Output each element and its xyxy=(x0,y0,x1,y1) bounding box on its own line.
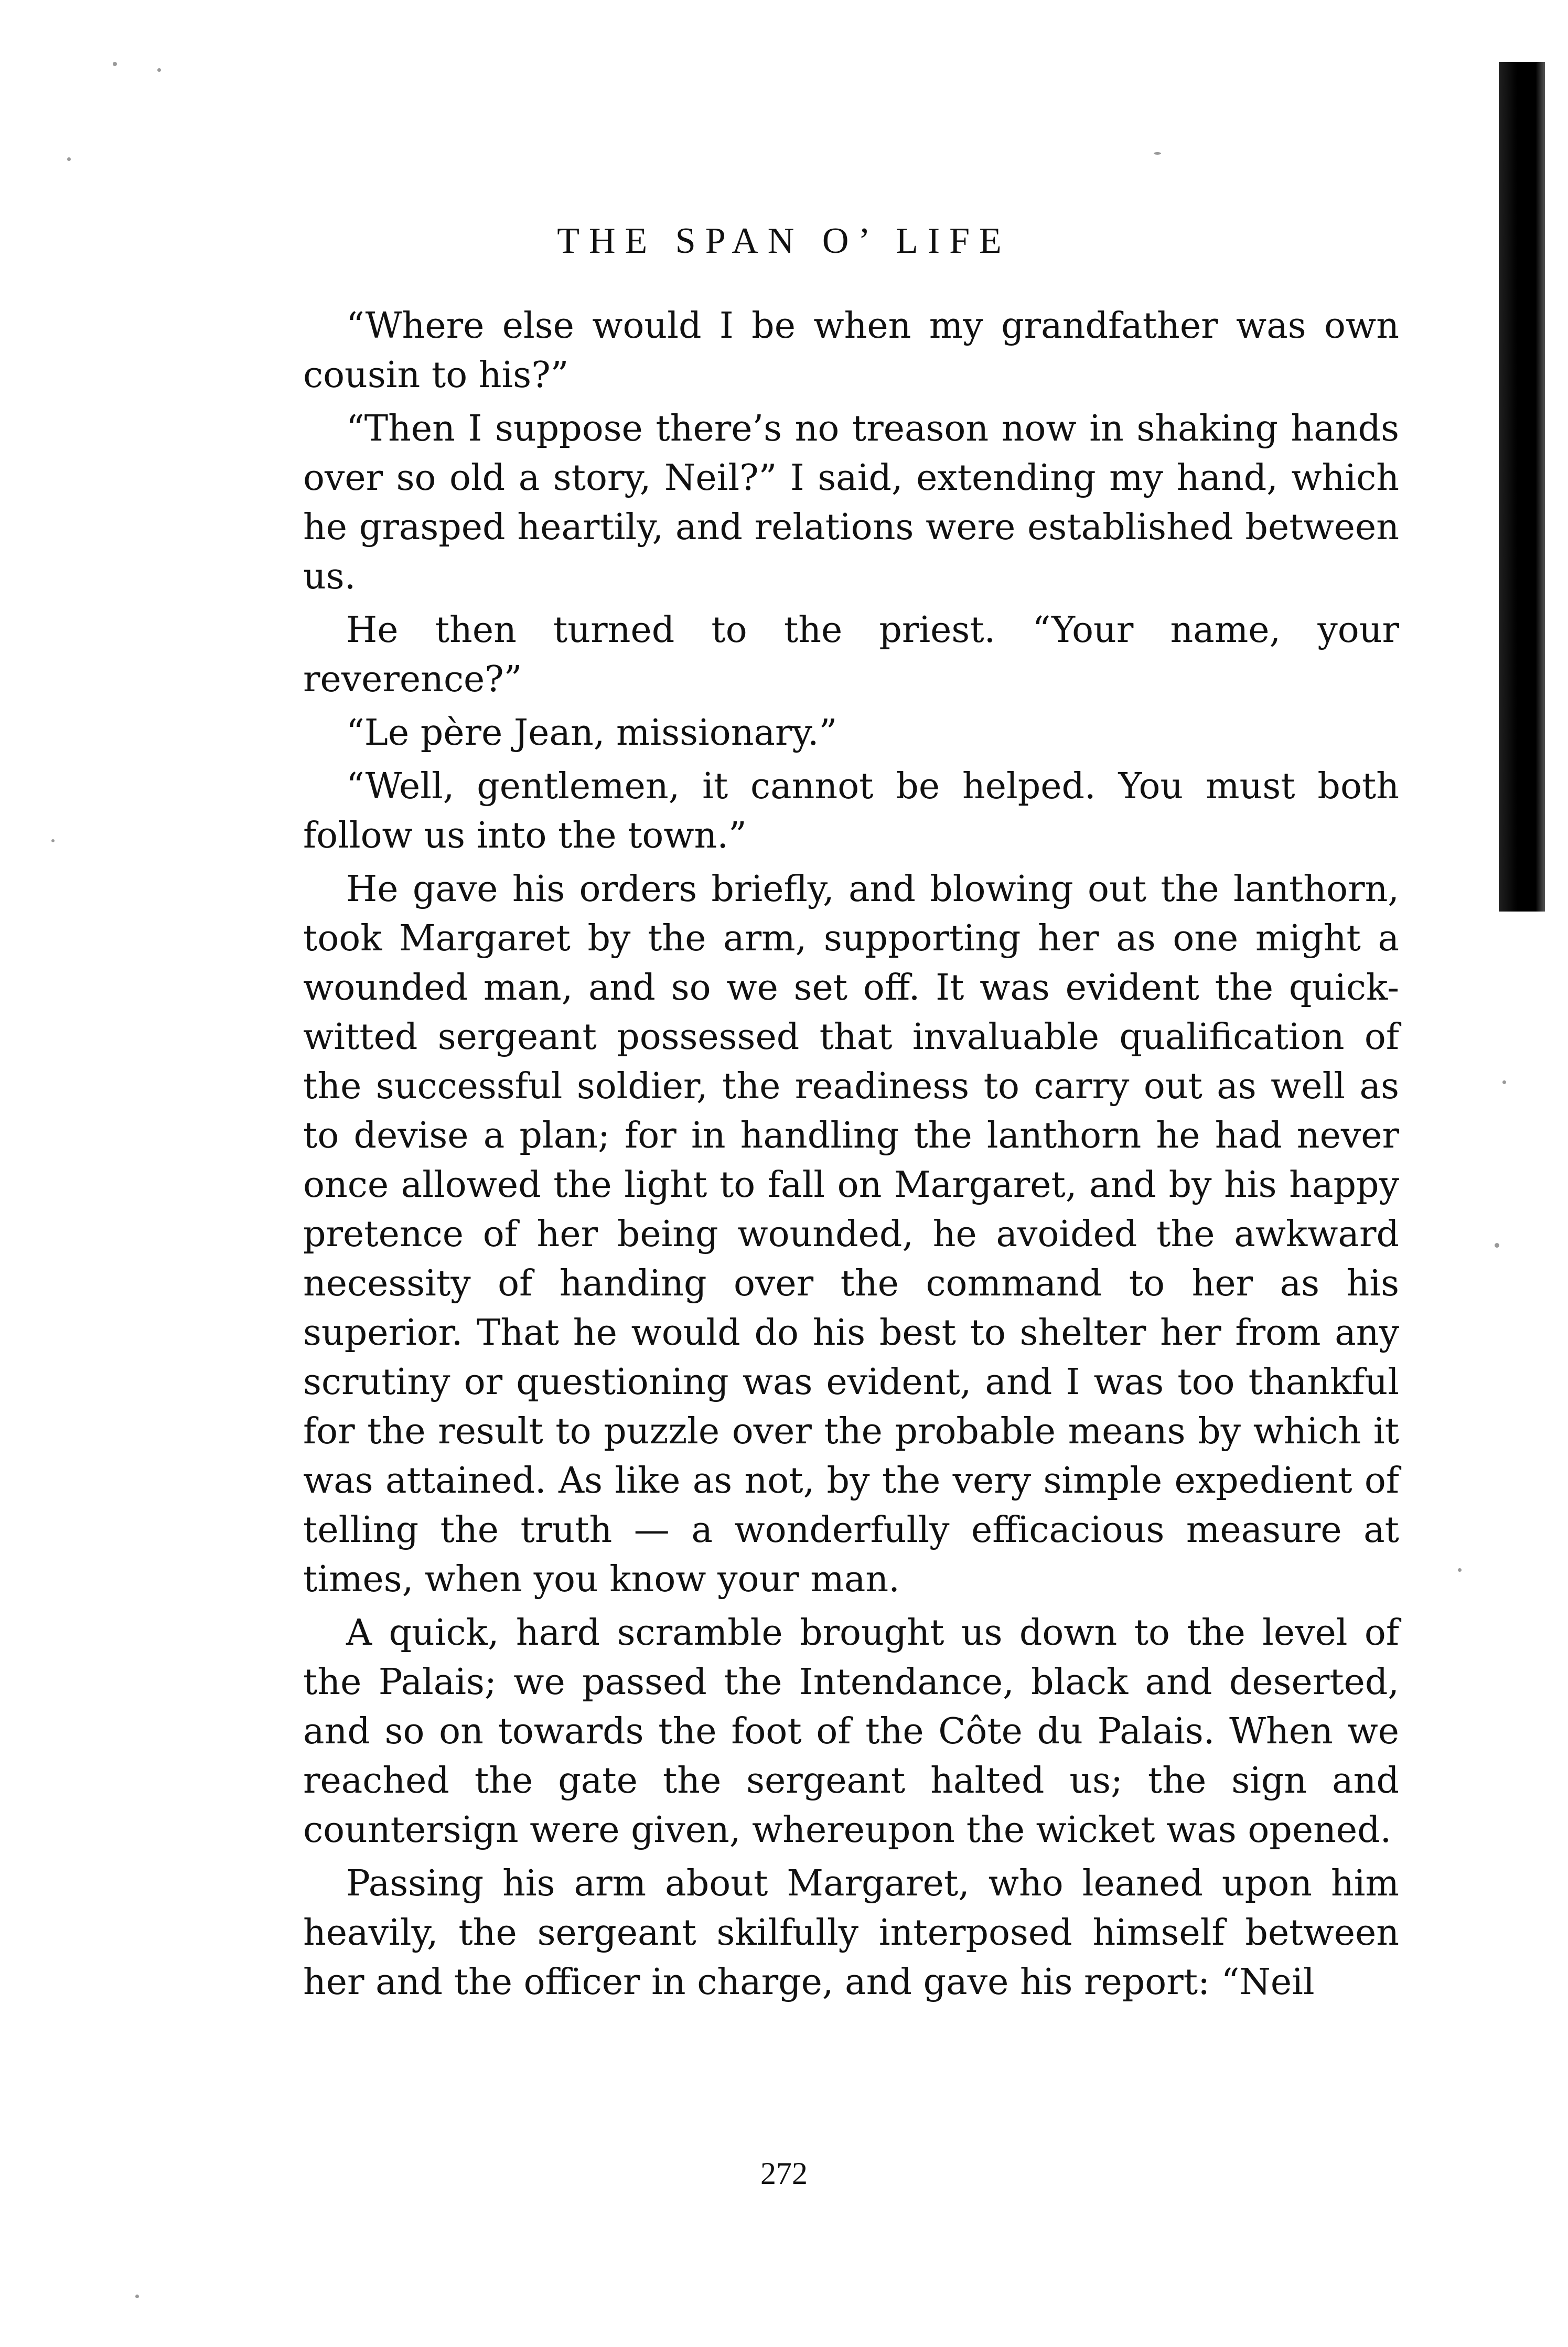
scan-speck xyxy=(51,839,55,842)
paragraph: Passing his arm about Margaret, who leaned upon him heavily, the sergeant skilfully interposed himself between her and the officer in charge, and gave his report: “Neil xyxy=(303,1863,1399,2003)
scan-speck xyxy=(1154,152,1161,155)
running-head: THE SPAN O’ LIFE xyxy=(557,221,1011,261)
scan-speck xyxy=(1458,1568,1462,1572)
scan-speck xyxy=(135,2295,139,2298)
page-number: 272 xyxy=(760,2156,808,2191)
scanned-page-edge xyxy=(1499,62,1545,912)
paragraph: “Then I suppose there’s no treason now in shaking hands over so old a story, Neil?” I said, extending my hand, which he grasped heartily, and relations were established between us. xyxy=(303,408,1399,597)
scan-speck xyxy=(67,157,71,161)
scan-speck xyxy=(1495,1243,1499,1248)
paragraph: He then turned to the priest. “Your name, your reverence?” xyxy=(303,609,1399,700)
paragraph: “Where else would I be when my grandfather was own cousin to his?” xyxy=(303,305,1399,396)
scan-speck xyxy=(157,68,161,72)
paragraph: A quick, hard scramble brought us down to the level of the Palais; we passed the Intendance, black and deserted, and so on towards the foot of the Côte du Palais. When we reached the gate the sergeant halted us; the sign and countersign were given, whereupon the wicket was opened. xyxy=(303,1612,1399,1851)
scan-speck xyxy=(113,62,117,66)
paragraph: “Well, gentlemen, it cannot be helped. You must both follow us into the town.” xyxy=(303,766,1399,856)
page-body-text xyxy=(303,302,1399,2011)
paragraph: “Le père Jean, missionary.” xyxy=(346,712,837,754)
scan-speck xyxy=(1502,1080,1506,1084)
paragraph: He gave his orders briefly, and blowing out the lanthorn, took Margaret by the arm, supporting her as one might a wounded man, and so we set off. It was evident the quick-witted sergeant possessed that invaluable qualification of the successful soldier, the readiness to carry out as well as to devise a plan; for in handling the lanthorn he had never once allowed the light to fall on Margaret, and by his happy pretence of her being wounded, he avoided the awkward necessity of handing over the command to her as his superior. That he would do his best to shelter her from any scrutiny or questioning was evident, and I was too thankful for the result to puzzle over the probable means by which it was attained. As like as not, by the very simple expedient of telling the truth — a wonderfully efficacious measure at times, when you know your man. xyxy=(303,869,1399,1600)
